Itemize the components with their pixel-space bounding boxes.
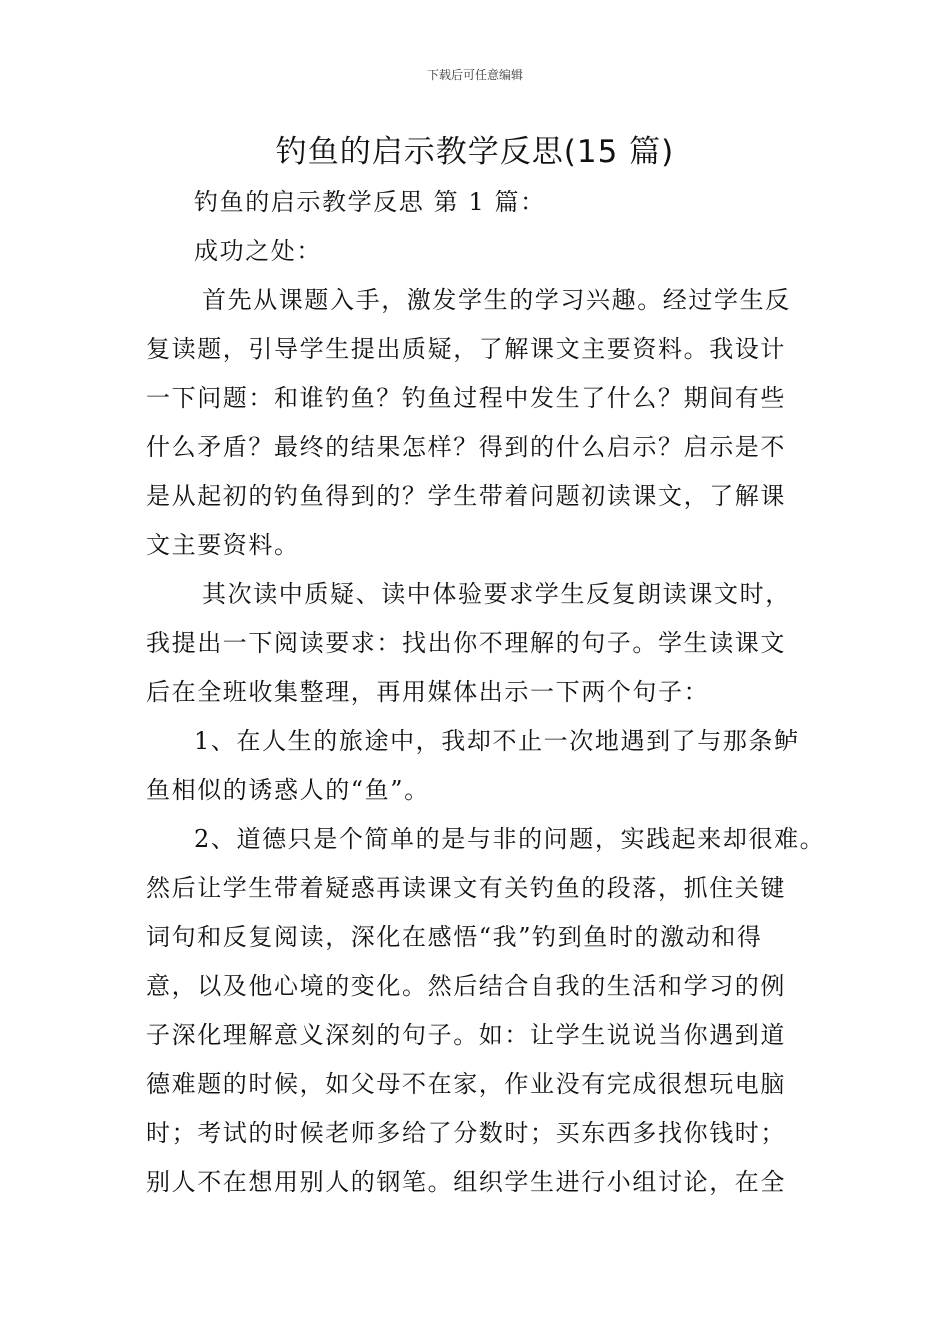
paragraph-line: 其次读中质疑、读中体验要求学生反复朗读课文时，: [202, 580, 791, 608]
subheading: 成功之处：: [194, 237, 322, 265]
header-note: 下载后可任意编辑: [426, 68, 523, 82]
quoted-sentence-line: 1、在人生的旅途中，我却不止一次地遇到了与那条鲈: [194, 727, 800, 755]
quoted-sentence-line: 2、道德只是个简单的是与非的问题，实践起来却很难。: [194, 825, 826, 853]
paragraph-line: 词句和反复阅读，深化在感悟“我”钓到鱼时的激动和得: [146, 923, 763, 951]
paragraph-line: 文主要资料。: [146, 531, 300, 559]
paragraph-line: 然后让学生带着疑惑再读课文有关钓鱼的段落，抓住关键: [146, 874, 786, 902]
paragraph-line: 复读题，引导学生提出质疑，了解课文主要资料。我设计: [146, 335, 786, 363]
document-title: 钓鱼的启示教学反思(15 篇): [275, 134, 675, 170]
paragraph-line: 首先从课题入手，激发学生的学习兴趣。经过学生反: [202, 286, 791, 314]
paragraph-line: 一下问题：和谁钓鱼？钓鱼过程中发生了什么？期间有些: [146, 384, 786, 412]
paragraph-line: 意，以及他心境的变化。然后结合自我的生活和学习的例: [146, 972, 786, 1000]
paragraph-line: 是从起初的钓鱼得到的？学生带着问题初读课文，了解课: [146, 482, 786, 510]
paragraph-line: 子深化理解意义深刻的句子。如：让学生说说当你遇到道: [146, 1021, 786, 1049]
paragraph-line: 别人不在想用别人的钢笔。组织学生进行小组讨论，在全: [146, 1168, 786, 1196]
paragraph-line: 德难题的时候，如父母不在家，作业没有完成很想玩电脑: [146, 1070, 786, 1098]
section-heading: 钓鱼的启示教学反思 第 1 篇：: [194, 188, 546, 216]
paragraph-line: 后在全班收集整理，再用媒体出示一下两个句子：: [146, 678, 710, 706]
quoted-sentence-line: 鱼相似的诱惑人的“鱼”。: [146, 776, 430, 804]
paragraph-line: 我提出一下阅读要求：找出你不理解的句子。学生读课文: [146, 629, 786, 657]
paragraph-line: 时；考试的时候老师多给了分数时；买东西多找你钱时；: [146, 1119, 786, 1147]
document-body: [146, 178, 826, 1207]
paragraph-line: 什么矛盾？最终的结果怎样？得到的什么启示？启示是不: [146, 433, 786, 461]
